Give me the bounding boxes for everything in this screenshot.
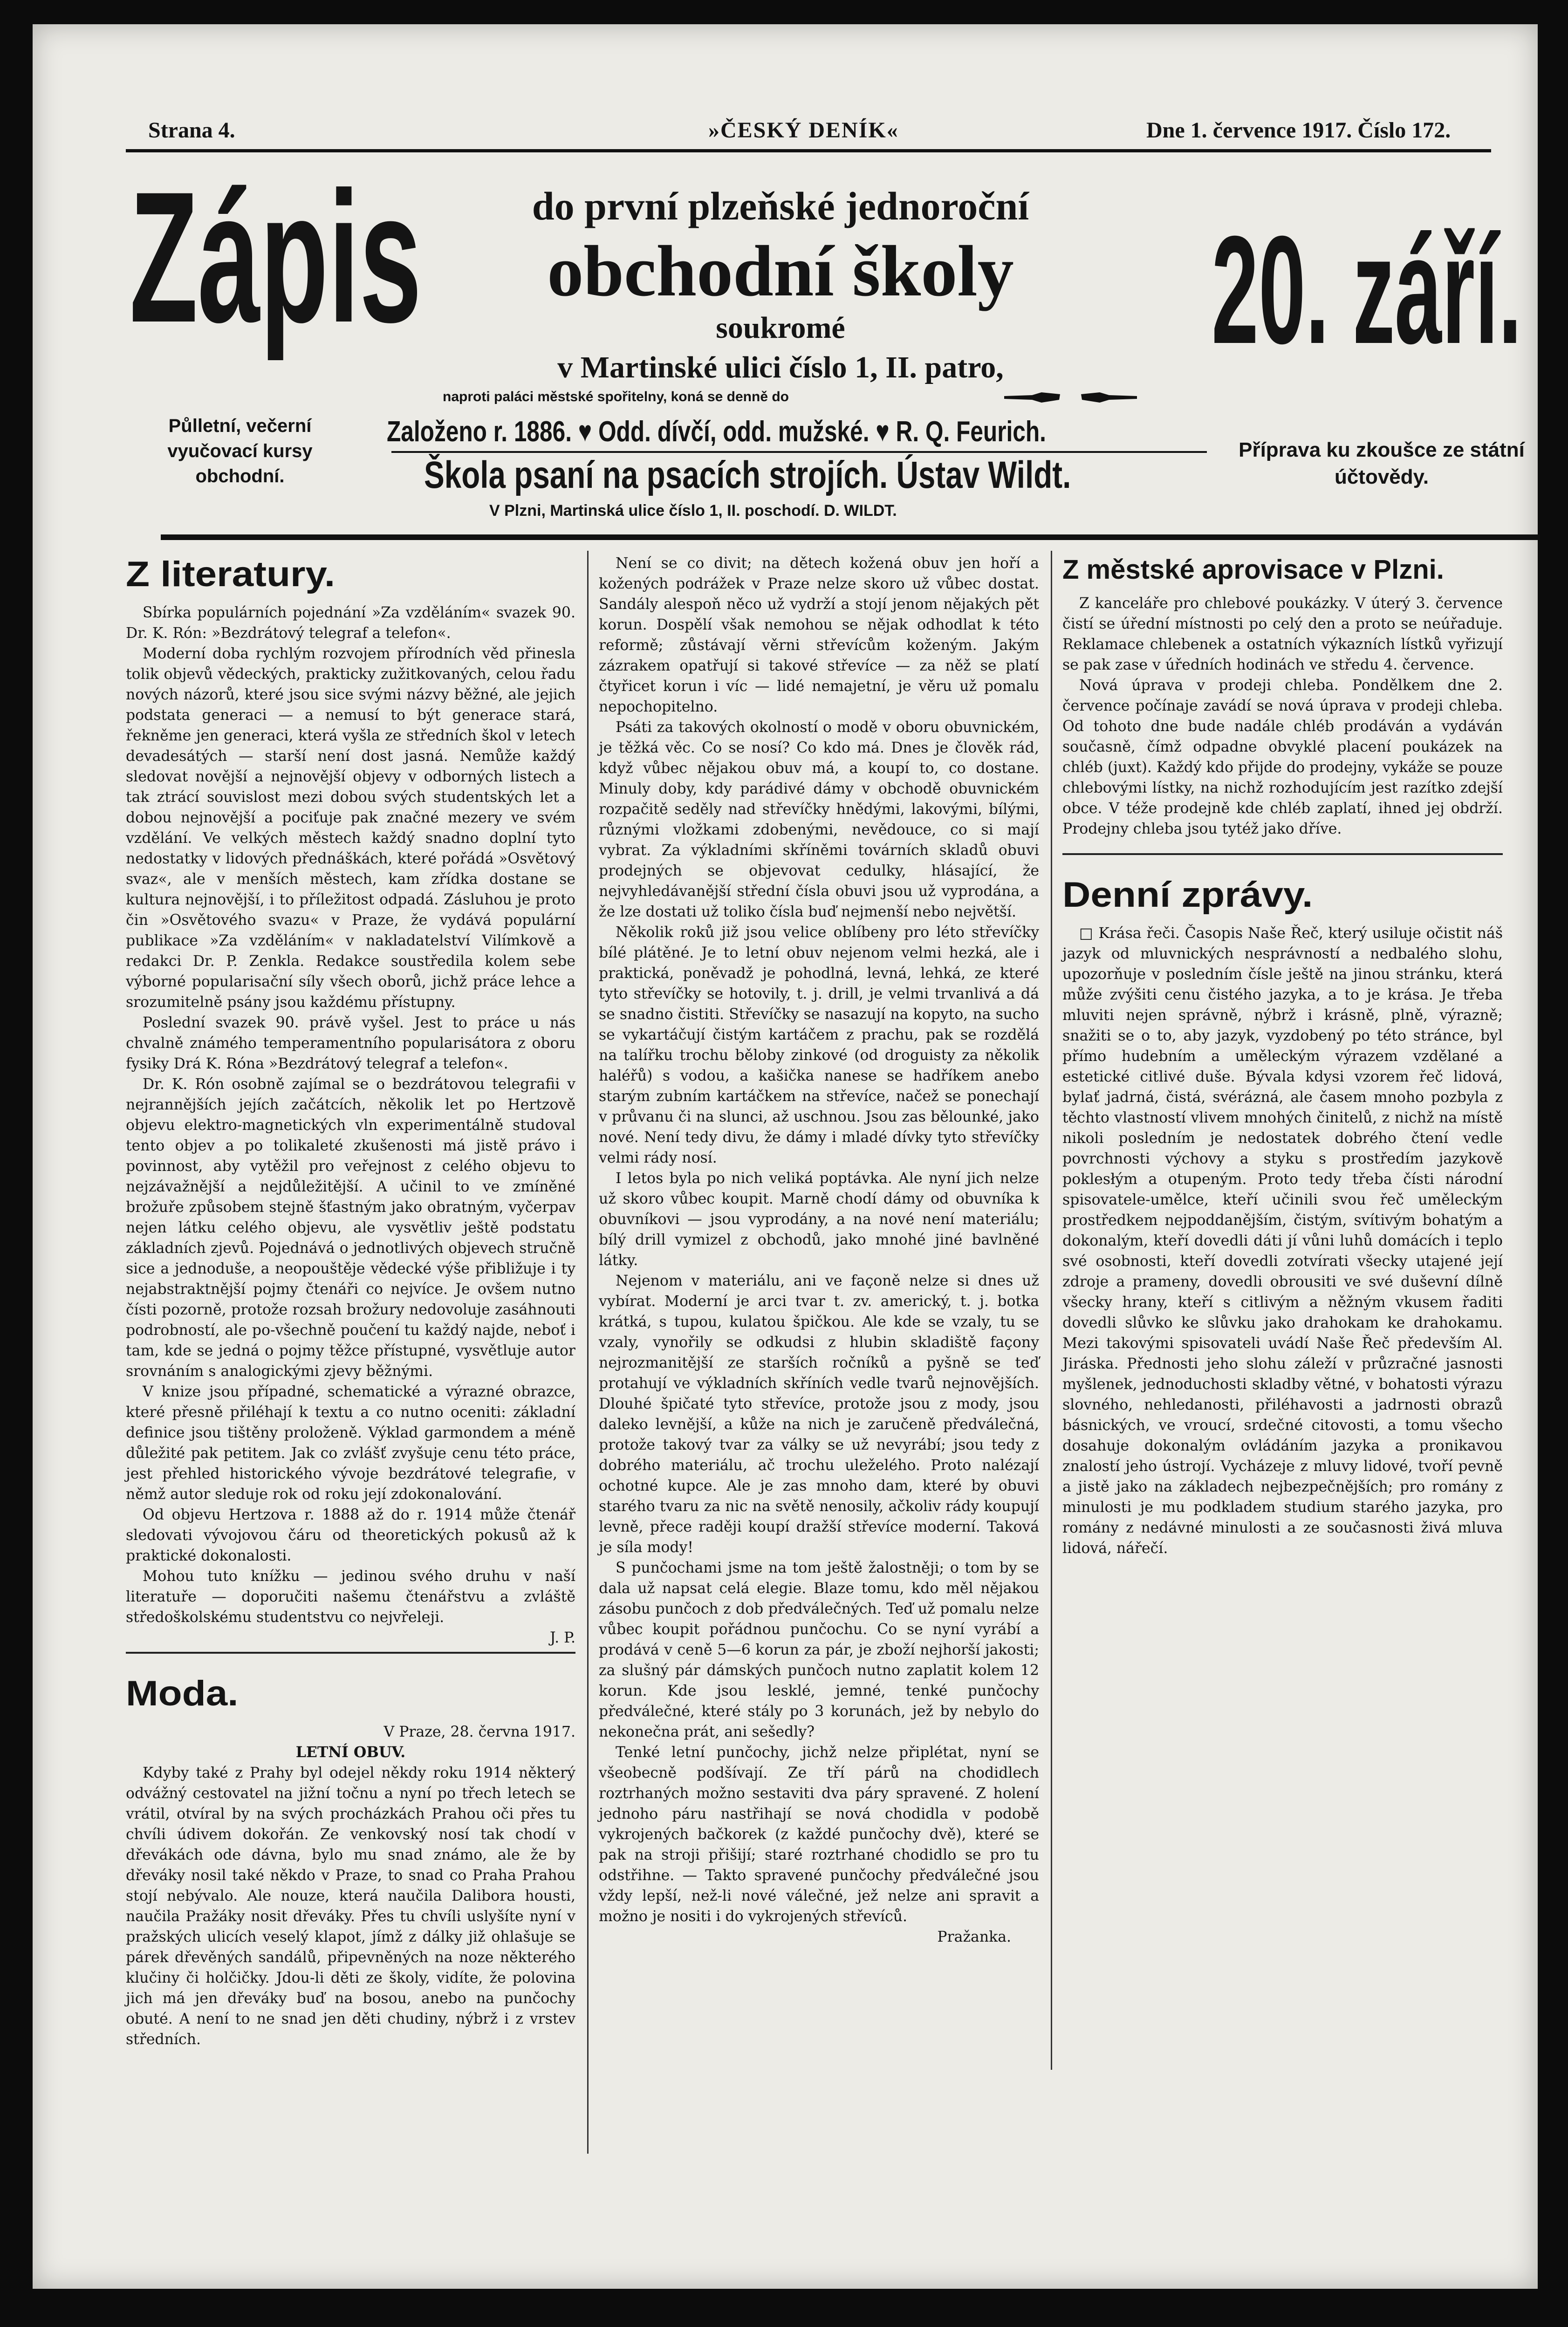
section-rule <box>126 1652 575 1654</box>
signature: J. P. <box>549 1629 575 1646</box>
typing-school-address: V Plzni, Martinská ulice číslo 1, II. poschodí. D. WILDT. <box>489 502 897 520</box>
subtitle-letni-obuv: LETNÍ OBUV. <box>295 1744 406 1761</box>
founded-line: Založeno r. 1886. ♥ Odd. dívčí, odd. mužské. ♥ R. Q. Feurich. <box>387 416 1046 448</box>
paragraph: Z kanceláře pro chlebové poukázky. V úterý 3. července čistí se úřední místnosti po celý den a proto se neúřaduje. Reklamace chlebenek a ostatních výkazních lístků vyřizují se pak zase v úředních hodinách ve středu 4. července. <box>1062 595 1503 673</box>
advert-line2: obchodní školy <box>547 231 1014 311</box>
signature: Pražanka. <box>937 1929 1011 1945</box>
section-title-moda: Moda. <box>126 1674 239 1713</box>
paragraph: Tenké letní punčochy, jichž nelze připlétat, nyní se všeobecně podšívají. Ze tří párů na chodidlech roztrhaných možno sestaviti dva páry spravené. Z holení jednoho páru nastřihají se nová chodidla v podobě vykrojených bačkorek (z každé punčochy dvě), které se pak na stroji přišijí; staré roztrhané chodidlo se pro tu odstřihne. — Takto spravené punčochy předválečné jsou vždy lepší, než-li nové válečné, jež nelze ani spravit a možno je nositi i do vykrojených střevíců. <box>599 1744 1039 1925</box>
paragraph: Psáti za takových okolností o modě v oboru obuvnickém, je těžká věc. Co se nosí? Co kdo má. Dnes je člověk rád, když vůbec nějakou obuv má, a koupí to, co dostane. Minuly doby, kdy parádivé dámy v obchodě obuvnickém rozpačitě seděly nad střevíčky hnědými, lakovými, bílými, různými vložkami zdobenými, nevědouce, co si mají vybrat. Za výkladními skříněmi továrních skladů obuvi prodejných se objevovat cedulky, hlásající, že nejvyhledávanější střední čísla obuvi jsou už vyprodána, a že lze dostati už toliko čísla buď nejmenší nebo největší. <box>599 719 1039 920</box>
advert-line5: naproti paláci městské spořitelny, koná se denně do <box>443 389 789 404</box>
paragraph: V knize jsou případné, schematické a výrazné obrazce, které přesně přiléhají k textu a co nutno oceniti: základní definice jsou tištěny proloženě. Výklad garmondem a méně důležité pak petitem. Jak co zvlášť zvyšuje cenu této práce, jest přehled historického vývoje bezdrátové telegrafie, v němž autor sleduje rok od roku její zdokonalování. <box>126 1383 575 1503</box>
advert-line4: v Martinské ulici číslo 1, II. patro, <box>557 350 1004 384</box>
section-rule <box>1062 853 1503 855</box>
paragraph: Nová úprava v prodeji chleba. Pondělkem dne 2. července počínaje zavádí se nová úprava v prodeji chleba. Od tohoto dne bude nadále chléb prodáván a vydáván současně, čímž odpadne obvyklé placení poukázek na chléb (juxt). Každý kdo přijde do prodejny, vykáže se pouze chlebovými lístky, na nichž rozhodujícím jest razítko zdejší obce. V téže prodejně kde chléb zaplatí, ihned jej obdrží. Prodejny chleba jsou tytéž jako dříve. <box>1062 677 1503 837</box>
date-big: 20. září. <box>1212 204 1522 376</box>
dateline: V Praze, 28. června 1917. <box>383 1724 575 1740</box>
newspaper-page <box>33 24 1538 2289</box>
section-title-denni-zpravy: Denní zprávy. <box>1062 875 1313 915</box>
paragraph: Nejenom v materiálu, ani ve façoně nelze si dnes už vybírat. Moderní je arci tvar t. zv. americký, t. j. botka krátká, s tupou, kulatou špičkou. Ale kde se vzaly, tu se vzaly, vynořily se odkudsi z hlubin skladiště façony nejrozmanitější ze starších ročníků a pyšně se teď protahují ve výkladních skříních vedle tvarů nejnovějších. Dlouhé špičaté tyto střevíce, protože jsou z mody, jsou daleko levnější, a kůže na nich je zaručeně předválečná, protože takový tvar za války se už nevyrábí; jsou tedy z dobrého materiálu, ač trochu uleželého. Proto nalézají ochotné kupce. Ale je zas mnoho dam, které by obuvi starého tvaru za nic na světě nenosily, ačkoliv rády koupují levně, přece raději koupí dražší střevíce moderní. Taková je síla mody! <box>599 1273 1039 1556</box>
paragraph: Mohou tuto knížku — jedinou svého druhu v naší literatuře — doporučiti našemu čtenářstvu a zvláště středoškolskému studentstvu co nejvřeleji. <box>126 1568 575 1626</box>
paragraph: Dr. K. Rón osobně zajímal se o bezdrátovou telegrafii v nejrannějších jejích začátcích, několik let po Hertzově objevu elektro-magnetických vln experimentálně studoval tento objev a po tolikaleté zkušenosti má jistě právo i povinnost, aby vytěžil pro veřejnost z celého objevu to nejzávažnější a nejdůležitější. A učinil to ve zmíněné brožuře způsobem stejně šťastným jako obratným, vyčerpav nejen látku celého objevu, ale vysvětliv ještě podstatu základních zjevů. Pojednává o jednotlivých objevech stručně sice a jednoduše, a neopouštěje vědecké výše přibližuje i ty nejabstraktnější pojmy čtenáři co nejvíce. Je ovšem nutno čísti pozorně, protože rozsah brožury nedovoluje zasáhnouti podrobností, ale po-všechně poučení tu každý najde, neboť i tam, kde se jedná o pojmy těžce přístupné, vysvětluje autor srovnáním s analogickými zjevy běžnými. <box>126 1076 575 1380</box>
paragraph: Není se co divit; na dětech kožená obuv jen hoří a kožených podrážek v Praze nelze skoro už vůbec dostat. Sandály alespoň něco už vydrží a stojí jenom nějakých pět korun. Dospělí však nemohou se nějak odhodlat k této reformě; zůstávají věrni střevícům koženým. Jakým zázrakem opatřují si takové střevíce — za něž se platí čtyřicet korun i víc — lidé nemajetní, je věru už pomalu nepochopitelno. <box>599 555 1039 715</box>
zapis-heading: Zápis <box>130 153 422 361</box>
pointing-hand-icon <box>1004 392 1060 403</box>
paragraph: Od objevu Hertzova r. 1888 až do r. 1914 může čtenář sledovati vývojovou čáru od theoretických pokusů až k praktické dokonalosti. <box>126 1506 575 1564</box>
paragraph: Kdyby také z Prahy byl odejel někdy roku 1914 některý odvážný cestovatel na jižní točnu a nyní po třech letech se vrátil, otvíral by na svých procházkách Prahou oči přes tu chvíli údivem dokořán. Ze venkovský nosí tak chodí v dřevákách ode dávna, bylo mu snad známo, ale že by dřeváky nosil také někdo v Praze, to snad co Praha Prahou stojí nebývalo. Ale nouze, která naučila Dalibora housti, naučila Pražáky nosit dřeváky. Přes tu chvíli uslyšíte nyní v pražských ulicích veselý klapot, jímž z dálky již ohlašuje se párek dřevěných sandálů, připevněných na noze některého klučiny či holčičky. Jdou-li děti ze školy, vidíte, že polovina jich má jen dřeváky buď na bosou, anebo na punčochy obuté. A není to ne snad jen děti chudiny, nýbrž i z vrstev středních. <box>126 1765 575 2048</box>
column-divider <box>587 551 589 2154</box>
advert-line1: do první plzeňské jednoroční <box>532 184 1029 228</box>
section-title-aprovisace: Z městské aprovisace v Plzni. <box>1062 554 1444 585</box>
column-zpravy <box>1062 553 1503 1559</box>
column-moda-continued <box>599 553 1039 1947</box>
advert-line3: soukromé <box>716 311 845 345</box>
pointing-hand-icon <box>1081 392 1137 403</box>
newspaper-name: »ČESKÝ DENÍK« <box>708 118 899 143</box>
typing-school: Škola psaní na psacích strojích. Ústav Wildt. <box>424 454 1071 496</box>
header-rule <box>126 149 1491 152</box>
issue-date: Dne 1. července 1917. Číslo 172. <box>1146 118 1451 143</box>
advert-bottom-rule <box>161 534 1540 540</box>
right-subtitle: Příprava ku zkoušce ze státní účtovědy. <box>1239 438 1525 488</box>
paragraph: □ Krása řeči. Časopis Naše Řeč, který usiluje očistit náš jazyk od mluvnických nesprávností a nedbalého slohu, upozorňuje v posledním čísle ještě na jinou stránku, která může zvýšiti cenu čistého jazyka, a to je krása. Je třeba mluviti nejen správně, nýbrž i krásně, plně, výrazně; snažiti se o to, aby jazyk, vyzdobený po této stránce, byl přímo hudebním a uměleckým výrazem vzdělané a estetické citlivé duše. Bývala kdysi vzorem řeč lidová, bylať jadrná, čistá, svérázná, ale časem mnoho pozbyla z těchto vlastností vlivem mnohých činitelů, z nichž na místě nikoli posledním je nedostatek dobrého čtení vedle povrchnosti výchovy a styku s prostředím jazykově poklesłým a otupeným. Proto tedy třeba čísti národní spisovatele-umělce, kteří učinili svou řeč uměleckým prostředkem nejpoddanějším, čistým, svítivým bohatým a dokonalým, kteří dovedli dáti jí vůni luhů domácích i teplo své osobnosti, kteří dovedli zotvírati všecky utajené její zdroje a prameny, dovedli obrousiti ve své duševní dílně všecky hrany, kteří s citlivým a něžným vkusem řaditi dovedli slůvko ke slůvku jako drahokam ke drahokamu. Mezi takovými spisovateli uvádí Naše Řeč především Al. Jiráska. Přednosti jeho slohu záleží v průzračné jasnosti myšlenek, jednoduchosti skladby větné, v bohatosti výrazu slovného, nehledanosti, přiléhavosti a jadrnosti obrazů básnických, ve vroucí, srdečné citovosti, a tomu všecho dosahuje dokonalým ovládáním jazyka a pronikavou znalostí jeho ústrojí. Vycházeje z mluvy lidové, tvoří pevně a jistě jako na základech nejbezpečnějších; pro romány z minulosti je mu podkladem studium starého jazyka, pro romány z nedávné minulosti a ze současnosti živá mluva lidová, nářečí. <box>1062 925 1503 1557</box>
paragraph: Několik roků již jsou velice oblíbeny pro léto střevíčky bílé plátěné. Je to letní obuv nejenom velmi hezká, ale i praktická, poněvadž je pohodlná, levná, lehká, ze které tyto střevíčky se hotovily, t. j. drill, je velmi trvanlivá a dá se snadno čistiti. Střevíčky se nasazují na kopyto, na sucho se vykartáčují čistým kartáčem z prachu, pak se rozdělá na talířku trochu běloby zinkové (od droguisty za několik haléřů) s vodou, a kašička nanese se hadříkem anebo starým zubním kartáčkem na střevíce, načež se ponechají v průvanu či na slunci, až uschnou. Jsou zas bělounké, jako nové. Není tedy divu, že dámy i mladé dívky tyto střevíčky velmi rády nosí. <box>599 924 1039 1166</box>
column-divider <box>1051 551 1052 2070</box>
paragraph: S punčochami jsme na tom ještě žalostněji; o tom by se dala už napsat celá elegie. Blaze tomu, kdo měl nějakou zásobu punčoch z dob předválečných. Teď už pomalu nelze vůbec koupit pořádnou punčochu. Co se nyní vyrábí a prodává v ceně 5—6 korun za pár, je zboží nejhorší jakosti; za slušný pár dámských punčoch nutno zaplatit kolem 12 korun. Kde jsou lesklé, jemné, tenké punčochy předválečné, které stály po 3 korunách, jež by nebylo do nekonečna prát, ani sešedly? <box>599 1560 1039 1740</box>
paragraph: Poslední svazek 90. právě vyšel. Jest to práce u nás chvalně známého temperamentního popularisátora z oboru fysiky Drá K. Róna »Bezdrátový telegraf a telefon«. <box>126 1014 575 1072</box>
paragraph: Moderní doba rychlým rozvojem přírodních věd přinesla tolik objevů vědeckých, prakticky zužitkovaných, celou řadu nových názorů, které jsou sice svými názvy běžné, ale jejich podstata generaci — a nemusí to být generace stará, řekněme jen generaci, která vyšla ze středních škol v letech devadesátých — starší není dost jasná. Nemůže každý sledovat novější a nejnovější objevy v odborných listech a tak ztrácí souvislost mezi dobou svých studentských let a dobou nejnovější a pociťuje pak značné mezery ve svém vzdělání. Ve velkých městech každý snadno doplní tyto nedostatky v lidových přednáškách, které pořádá »Osvětový svaz«, ale v menších městech, kam zřídka dostane se kultura nejnovější, i to příležitost odpadá. Zásluhou je proto čin »Osvětového svazu« v Praze, že vydává populární publikace »Za vzděláním« v nakladatelství Vilímkově a redakci Dr. P. Zenkla. Redakce soustředila kolem sebe výborné popularisační síly všech oborů, jichž práce lehce a srozumitelně psány jsou každému přístupny. <box>126 645 575 1011</box>
section-title-literatura: Z literatury. <box>126 554 336 594</box>
column-literatura <box>126 553 575 2050</box>
paragraph: Sbírka populárních pojednání »Za vzděláním« svazek 90. Dr. K. Rón: »Bezdrátový telegraf a telefon«. <box>126 604 575 642</box>
paragraph: I letos byla po nich veliká poptávka. Ale nyní jich nelze už skoro vůbec koupit. Marně chodí dámy od obuvníka k obuvníkovi — jsou vyprodány, a na nové není materiálu; bílý drill vymizel z obchodů, jako mnohé jiné bavlněné látky. <box>599 1170 1039 1269</box>
page-number: Strana 4. <box>148 118 235 143</box>
left-subtitle: Půlletní, večerní vyučovací kursy obchodní. <box>167 416 313 486</box>
